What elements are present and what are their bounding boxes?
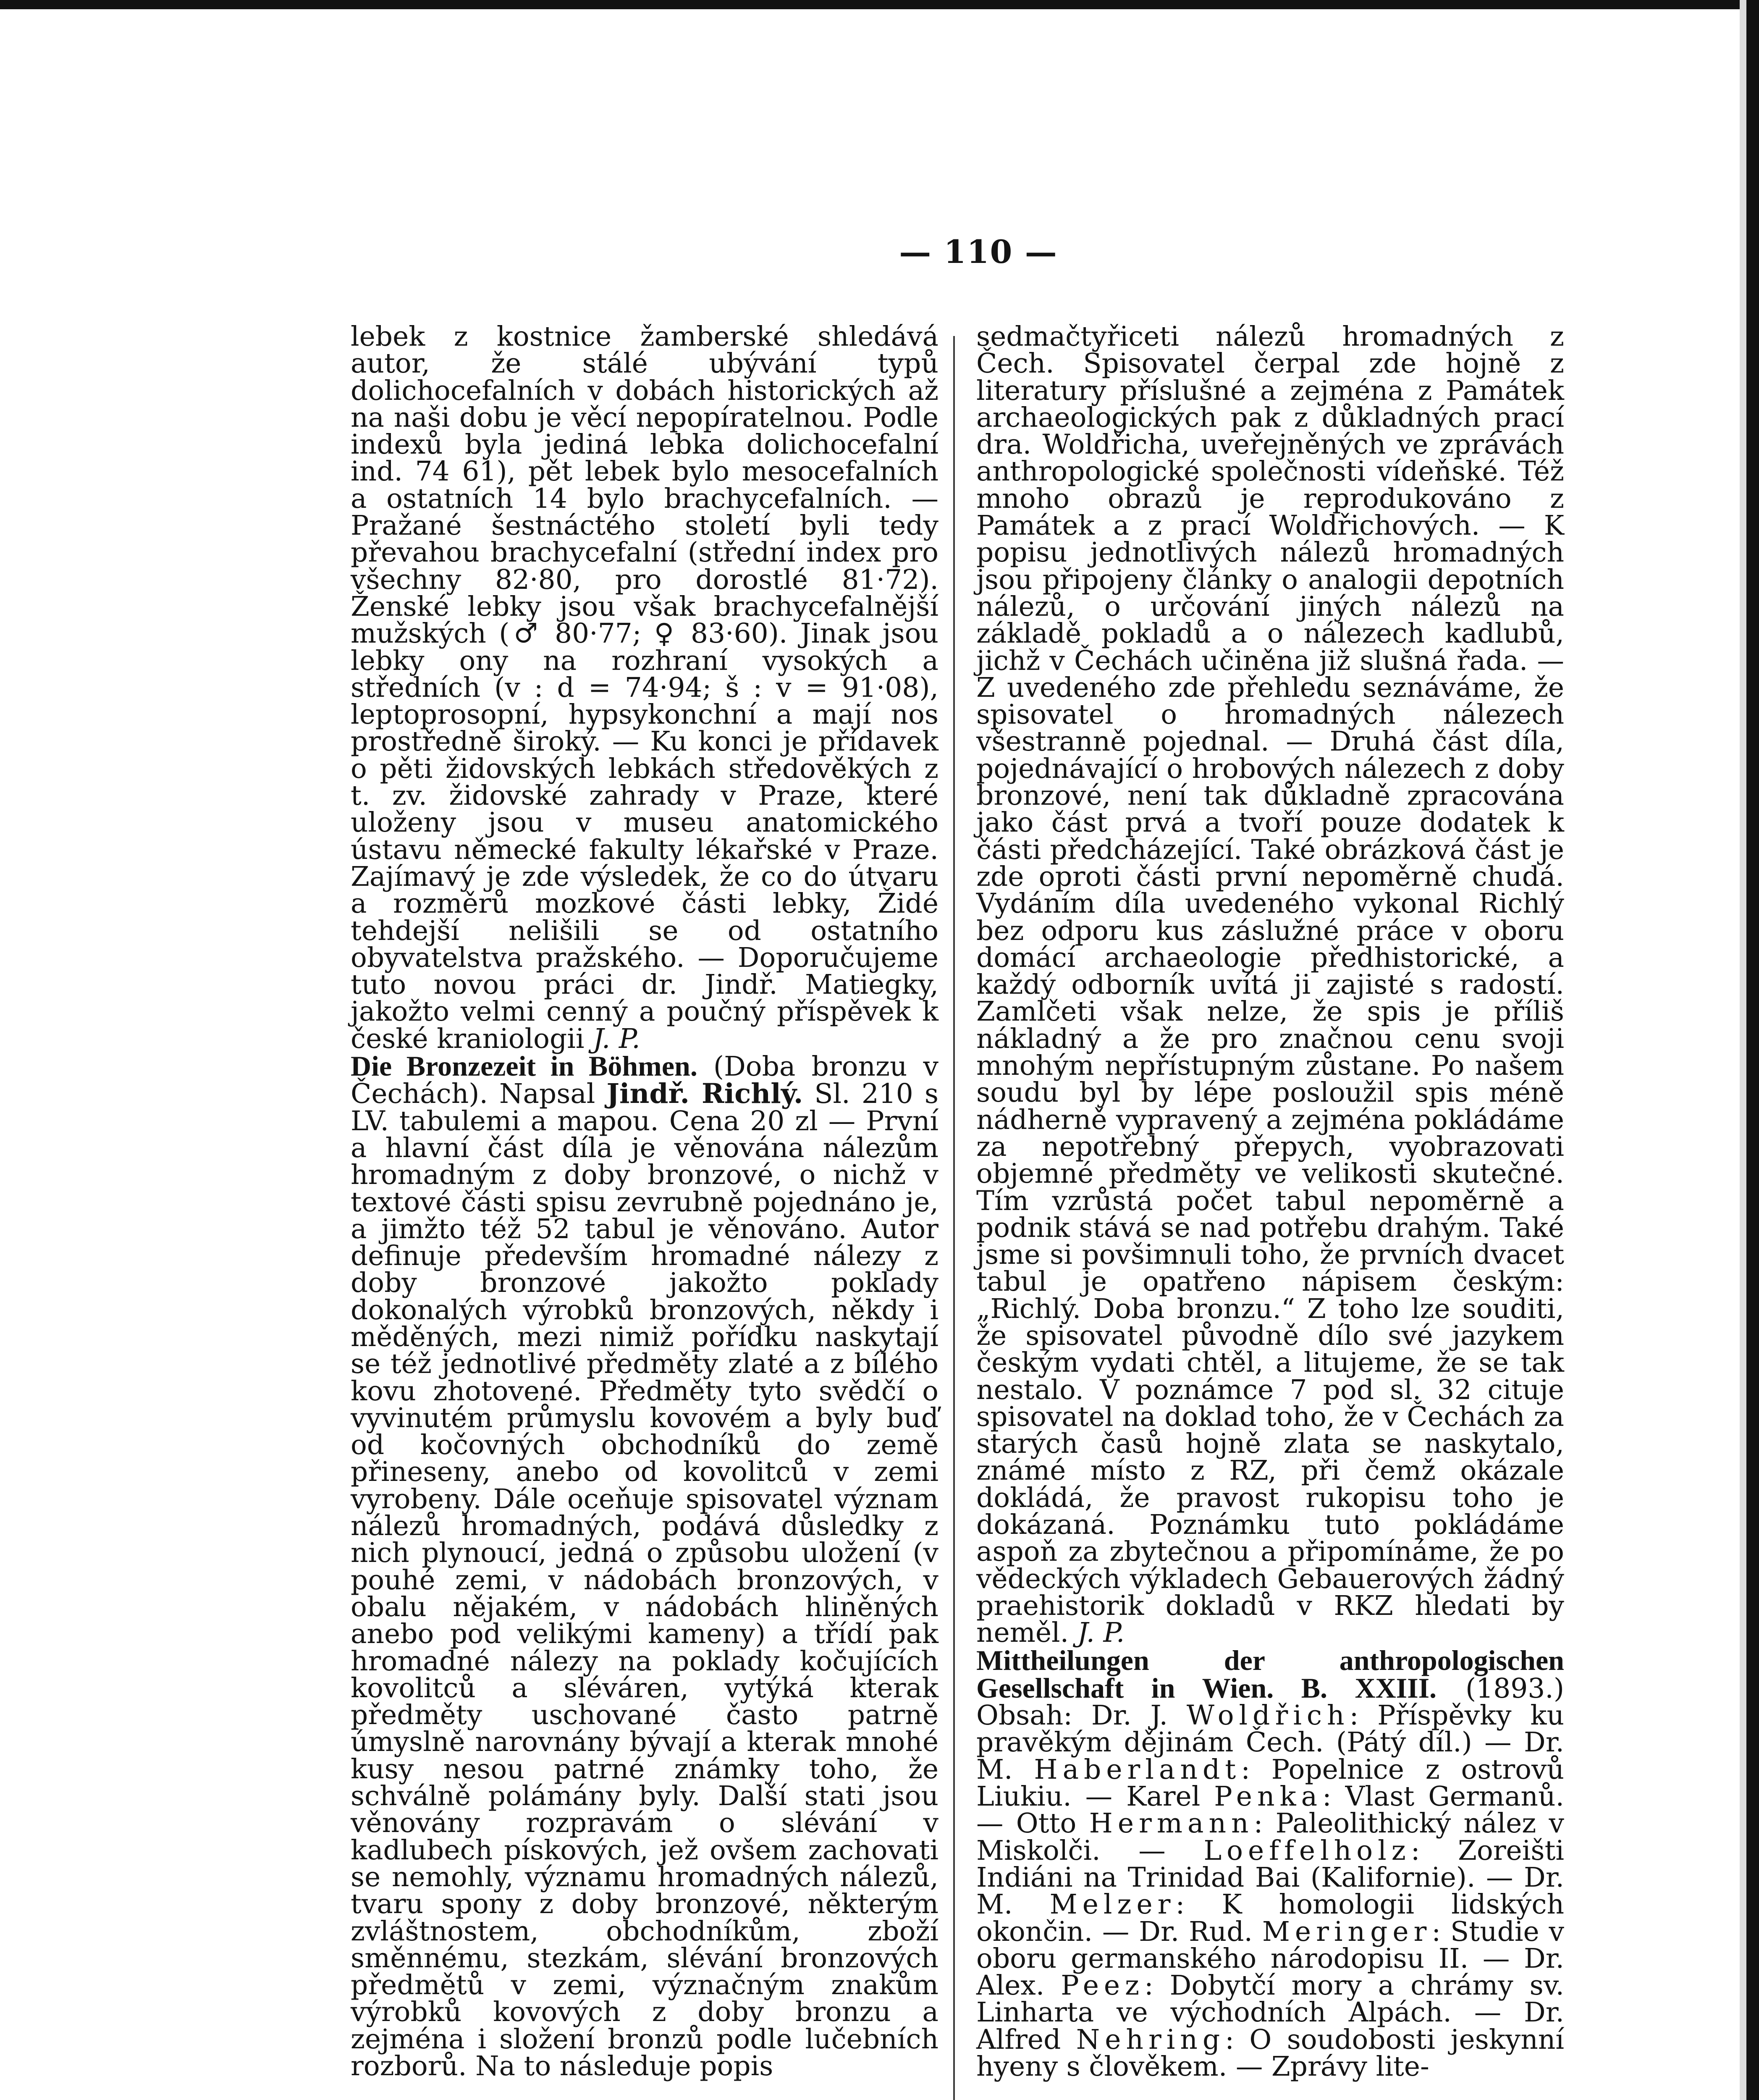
page-number: — 110 — [899,233,1058,270]
right-review-signature: J. P. [1077,1617,1125,1649]
contents-prefix: Otto [1016,1808,1089,1840]
left-review-text [351,323,938,1053]
mittheilungen-entry [976,1644,1564,2082]
contents-author: Haberlandt [1034,1754,1241,1785]
contents-author: Hermann [1089,1808,1254,1840]
review-heading-mittheilungen: Mittheilungen der anthropologischen Gesellschaft in Wien. B. XXIII. [976,1644,1564,1704]
contents-author: Nehring [1076,2024,1225,2055]
contents-prefix: Dr. M. [976,1727,1564,1785]
contents-prefix: Dr. Alex. [976,1942,1564,2002]
contents-author: Peez [1061,1970,1145,2002]
left-review-signature: J. P. [593,1023,640,1055]
column-divider [953,336,955,2100]
contents-title: : Příspěvky ku pravěkým dějinám Čech. (Pátý díl.) — [976,1700,1564,1759]
contents-title: : Popelnice z ostrovů Liukiu. — [976,1754,1564,1813]
scan-border-right-inner [1740,0,1746,2100]
right-review-body: sedmačtyřiceti nálezů hromadných z Čech. Spisovatel čerpal zde hojně z literatury příslušné a zejména z Památek archaeologických pak z důkladných prací dra. Woldřicha, uveřejněných ve zprávách anthropologické společnosti vídeňské. Též mnoho obrazů je reprodukováno z Památek a z prací Woldřichových. — K popisu jednotlivých nálezů hromadných jsou připojeny články o analogii depotních nálezů, o určování jiných nálezů na základě pokladů a o nálezech kadlubů, jichž v Čechách učiněna již slušná řada. — Z uvedeného zde přehledu seznáváme, že spisovatel o hromadných nálezech všestranně pojednal. — Druhá část díla, pojednávající o hrobových nálezech z doby bronzové, není tak důkladně zpracována jako část prvá a tvoří pouze dodatek k části předcházející. Také obrázková část je zde oproti části první nepoměrně chudá. Vydáním díla uvedeného vykonal Richlý bez odporu kus záslužné práce v oboru domácí archaeologie předhistorické, a každý odborník uvítá ji zajisté s radostí. Zamlčeti však nelze, že spis je příliš nákladný a že pro značnou cenu svoji mnohým nepřístupným zůstane. Po našem soudu byl by lépe posloužil spis méně nádherně vypravený a zejména pokládáme za nepotřebný přepych, vyobrazovati objemné předměty ve velikosti skutečné. Tím vzrůstá počet tabul nepoměrně a podnik stává se nad potřebu drahým. Také jsme si povšimnuli toho, že prvních dvacet tabul je opatřeno nápisem českým: „Richlý. Doba bronzu.“ Z toho lze souditi, že spisovatel původně dílo své jazykem českým vydati chtěl, a litujeme, že se tak nestalo. V poznámce 7 pod sl. 32 cituje spisovatel na doklad toho, že v Čechách za starých časů hojně zlata se naskytalo, známé místo z RZ, při čemž okázale dokládá, že pravost rukopisu toho je dokázaná. Poznámku tuto pokládáme aspoň za zbytečnou a připomínáme, že po vědeckých výkladech Gebauerových žádný praehistorik dokladů v RKZ hledati by neměl. [976,321,1564,1649]
contents-item-0 [976,1700,1564,1758]
review-intro: (Doba bronzu v Čechách). Napsal [351,1051,938,1110]
contents-title: : Dobytčí mory a chrámy sv. Linharta ve východních Alpách. — [976,1970,1564,2029]
contents-author: Meringer [1262,1916,1432,1948]
contents-title: : Vlast Germanů. — [976,1781,1564,1840]
mittheilungen-year: (1893.) [1465,1672,1564,1704]
contents-author: Melzer [1049,1889,1176,1921]
contents-title: : Paleolithický nález v Miskolči. — [976,1808,1564,1866]
contents-prefix: Dr. Rud. [1139,1916,1262,1948]
left-review-body: lebek z kostnice žamberské shledává autor, že stálé ubývání typů dolichocefalních v dobách historických až na naši dobu je věcí nepopíratelnou. Podle indexů byla jediná lebka dolichocefalní ind. 74 61), pět lebek bylo mesocefalních a ostatních 14 bylo brachycefalních. — Pražané šestnáctého století byli tedy převahou brachycefalní (střední index pro všechny 82·80, pro dorostlé 81·72). Ženské lebky jsou však brachycefalnější mužských (♂ 80·77; ♀ 83·60). Jinak jsou lebky ony na rozhraní vysokých a středních (v : d = 74·94; š : v = 91·08), leptoprosopní, hypsykonchní a mají nos prostředně široký. — Ku konci je přídavek o pěti židovských lebkách středověkých z t. zv. židovské zahrady v Praze, které uloženy jsou v museu anatomického ústavu německé fakulty lékařské v Praze. Zajímavý je zde výsledek, že co do útvaru a rozměrů mozkové části lebky, Židé tehdejší nelišili se od ostatního obyvatelstva pražského. — Doporučujeme tuto novou práci dr. Jindř. Matiegky, jakožto velmi cenný a poučný příspěvek k české kraniologii [351,321,938,1055]
scan-border-top [0,0,1759,9]
contents-author: Penka [1214,1781,1323,1813]
contents-title: : K homologii lidských okončin. — [976,1889,1564,1948]
contents-title: : O soudobosti jeskynní hyeny s člověkem. — Zprávy lite- [976,2024,1564,2082]
review-author-name: Jindř. Richlý. [606,1078,803,1110]
right-review-text [976,323,1564,1647]
right-column [976,323,1564,2080]
left-review2-text [351,1050,938,2082]
contents-author: Loeffelholz [1203,1835,1411,1866]
contents-title: : Zoreišti Indiáni na Trinidad Bai (Kalifornie). — [976,1835,1564,1893]
review-heading-bronzezeit: Die Bronzezeit in Böhmen. [351,1050,697,1082]
scan-border-right [1746,0,1759,2100]
contents-prefix: Dr. M. [976,1861,1564,1921]
review-body-bronzezeit: Sl. 210 s LV. tabulemi a mapou. Cena 20 zl — První a hlavní část díla je věnována nálezům hromadným z doby bronzové, o nichž v textové části spisu zevrubně pojednáno je, a jimžto též 52 tabul je věnováno. Autor definuje především hromadné nálezy z doby bronzové jakožto poklady dokonalých výrobků bronzových, někdy i měděných, mezi nimiž pořídku naskytají se též jednotlivé předměty zlaté a z bílého kovu zhotovené. Předměty tyto svědčí o vyvinutém průmyslu kovovém a byly buď od kočovných obchodníků do země přineseny, anebo od kovolitců v zemi vyrobeny. Dále oceňuje spisovatel význam nálezů hromadných, podává důsledky z nich plynoucí, jedná o způsobu uložení (v pouhé zemi, v nádobách bronzových, v obalu nějakém, v nádobách hliněných anebo pod velikými kameny) a třídí pak hromadné nálezy na poklady kočujících kovolitců a sléváren, vytýká kterak předměty uschované často patrně úmyslně narovnány bývají a kterak mnohé kusy nesou patrné známky toho, že schválně polámány byly. Další stati jsou věnovány rozpravám o slévání v kadlubech pískových, jež ovšem zachovati se nemohly, významu hromadných nálezů, tvaru spony z doby bronzové, některým zvláštnostem, obchodníkům, zboží směnnému, stezkám, slévání bronzových předmětů v zemi, význačným znakům výrobků kovových z doby bronzu a zejména i složení bronzů podle lučebních rozborů. Na to následuje popis [351,1078,938,2082]
contents-prefix: Dr. Alfred [976,1997,1564,2055]
contents-author: Woldřich [1186,1700,1350,1732]
left-column [351,323,938,2080]
contents-prefix: Obsah: Dr. J. [976,1700,1187,1732]
contents-title: : Studie v oboru germanského národopisu II. — [976,1916,1564,1974]
contents-prefix: Karel [1126,1781,1214,1813]
